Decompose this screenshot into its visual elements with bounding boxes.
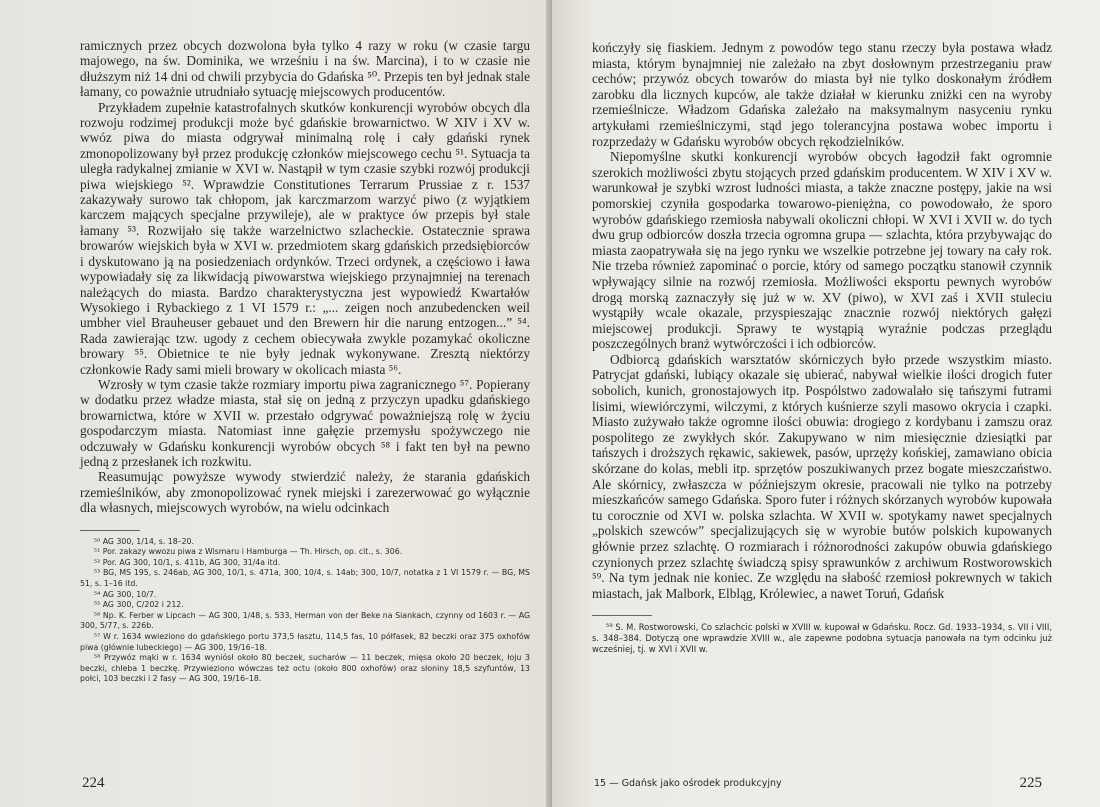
printer-signature: 15 — Gdańsk jako ośrodek produkcyjny xyxy=(594,778,782,789)
left-paragraph-3: Wzrosły w tym czasie także rozmiary importu piwa zagranicznego ⁵⁷. Popierany w dodatku przez władze miasta, stał się on jedną z przyczyn upadku gdańskiego browarnictwa, które w XVII w. przestało odgrywać poważniejszą rolę w życiu gospodarczym miasta. Natomiast inne gałęzie przemysłu spożywczego nie odczuwały w Gdańsku konkurencji wyrobów obcych ⁵⁸ i fakt ten był na pewno jedną z przesłanek ich rozkwitu. xyxy=(80,376,530,469)
right-body-text xyxy=(592,40,1052,601)
footnote-divider xyxy=(80,530,140,531)
right-paragraph-1: kończyły się fiaskiem. Jednym z powodów tego stanu rzeczy była postawa władz miasta, którym bynajmniej nie zależało na zbyt dosłownym przestrzeganiu praw cechów; przywóz obcych towarów do miasta był nie tylko doskonałym źródłem zarobku dla licznych kupców, ale także działał w kierunku zniżki cen na wyroby rzemieślnicze. Władzom Gdańska zależało na maksymalnym nasyceniu rynku artykułami rzemieślniczymi, stąd jego tolerancyjna postawa wobec importu i rozprzedaży w Gdańsku wyrobów obcych rękodzielników. xyxy=(592,40,1052,149)
left-footnotes xyxy=(80,537,530,685)
right-page xyxy=(552,0,1100,807)
left-paragraph-1: ramicznych przez obcych dozwolona była tylko 4 razy w roku (w czasie targu majowego, na św. Dominika, we wrześniu i na św. Marcina), i to w czasie nie dłuższym niż 14 dni od chwili przybycia do Gdańska ⁵⁰. Przepis ten był jednak stale łamany, co poważnie utrudniało sytuację miejscowych producentów. xyxy=(80,38,530,100)
footnote-54: ⁵⁴ AG 300, 10/7. xyxy=(94,589,157,599)
footnote-59: ⁵⁹ S. M. Rostworowski, Co szlachcic polski w XVIII w. kupował w Gdańsku. Rocz. Gd. 1933–1934, s. VII i VIII, s. 348–384. Dotyczą one wprawdzie XVIII w., ale zapewne podobna sytuacja panowała na tym odcinku już wcześniej, tj. w XVI i XVII w. xyxy=(592,622,1052,655)
footnote-53: ⁵³ BG, MS 195, s. 246ab, AG 300, 10/1, s. 471a, 300, 10/4, s. 14ab; 300, 10/7, notatka z 1 VI 1579 r. — BG, MS 51, s. 1–16 itd. xyxy=(80,568,530,588)
footnote-56: ⁵⁶ Np. K. Ferber w Lipcach — AG 300, 1/48, s. 533, Herman von der Beke na Siankach, czynny od 1603 r. — AG 300, 5/77, s. 226b. xyxy=(80,610,530,631)
right-paragraph-3: Odbiorcą gdańskich warsztatów skórniczych było przede wszystkim miasto. Patrycjat gdański, lubiący okazale się ubierać, nabywał wielkie ilości drogich futer sobolich, kunich, gronostajowych itp. Pospólstwo zadowalało się tańszymi futrami lisimi, wiewiórczymi, wilczymi, z których kuśnierze szyli masowo okrycia i czapki. Miasto zużywało także ogromne ilości obuwia: drogiego z kordybanu i zamszu oraz pospolitego ze zwykłych skór. Zakupywano w nim miesięcznie dziesiątki par tańszych i droższych rękawic, sakiewek, pasów, uprzęży końskiej, zamawiano obicia skórzane do kolas, mebli itp. sprzętów poszukiwanych przez bogate mieszczaństwo. Ale skórnicy, zwłaszcza w późniejszym okresie, pracowali nie tylko na potrzeby mieszkańców samego Gdańska. Sporo futer i różnych skórzanych wyrobów kupowała tu corocznie od XVI w. polska szlachta. W XVII w. spotykamy nawet specjalnych „polskich szewców” specjalizujących się w wyrobie butów polskich kupowanych głównie przez szlachtę. O rozmiarach i różnorodności zakupów obuwia gdańskiego czynionych przez szlachtę świadczą spisy sprawunków z archiwum Rostworowskich ⁵⁹. Na tym jednak nie koniec. Ze względu na słabość rzemiosł pokrewnych w takich miastach, jak Malbork, Elbląg, Królewiec, a nawet Toruń, Gdańsk xyxy=(592,351,1052,601)
footnote-57: ⁵⁷ W r. 1634 wwieziono do gdańskiego portu 373,5 łasztu, 114,5 fas, 10 półfasek, 82 beczki oraz 375 oxhofów piwa (głównie lubeckiego) — AG 300, 19/16–18. xyxy=(80,631,530,652)
right-footnotes xyxy=(592,622,1052,655)
right-page-number: 225 xyxy=(1019,775,1042,791)
footnote-58: ⁵⁸ Przywóz mąki w r. 1634 wyniósł około 80 beczek, sucharów — 11 beczek, mięsa około 20 beczek, łoju 3 beczki, chleba 1 beczkę. Przywieziono wówczas też octu (około 800 oxhofów) oraz słoniny 18,5 szyfuntów, 13 połci, 103 beczki i 2 fasy — AG 300, 19/16–18. xyxy=(80,653,530,684)
footnote-51: ⁵¹ Por. zakazy wwozu piwa z Wismaru i Hamburga — Th. Hirsch, op. cit., s. 306. xyxy=(94,547,403,557)
left-paragraph-2: Przykładem zupełnie katastrofalnych skutków konkurencji wyrobów obcych dla rozwoju rodzimej produkcji może być gdańskie browarnictwo. W XIV i XV w. wwóz piwa do miasta odgrywał minimalną rolę i cały gdański rynek zmonopolizowany był przez produkcję członków miejscowego cechu ⁵¹. Sytuacja ta uległa radykalnej zmianie w XVI w. Nastąpił w tym czasie szybki rozwój produkcji piwa wiejskiego ⁵². Wprawdzie Constitutiones Terrarum Prussiae z r. 1537 zakazywały surowo tak chłopom, jak karczmarzom warzyć piwo (z wyjątkiem karczem mających specjalne przywileje), ale w praktyce ów przepis był stale łamany ⁵³. Rozwijało się także warzelnictwo szlacheckie. Ostatecznie sprawa browarów wiejskich była w XVI w. przedmiotem skarg gdańskich przedsiębiorców i dyskutowano ją na posiedzeniach ordynków. Trzeci ordynek, a częściowo i ława wypowiadały się za likwidacją piwowarstwa wiejskiego przynajmniej na terenach należących do miasta. Bardzo charakterystyczna jest wypowiedź Kwartałów Wysokiego i Rybackiego z 1 VI 1579 r.: „... zeigen noch anzubedencken weil umbher viel Brauheuser gebauet und den Brewern hir die narung entzogen...” ⁵⁴. Rada zawierając tzw. ugody z cechem obiecywała zwykle pozamykać okoliczne browary ⁵⁵. Obietnice te nie były jednak wykonywane. Zresztą niektórzy członkowie Rady sami mieli browary w okolicach miasta ⁵⁶. xyxy=(80,99,530,377)
left-paragraph-4: Reasumując powyższe wywody stwierdzić należy, że starania gdańskich rzemieślników, aby zmonopolizować rynek miejski i zarezerwować go wyłącznie dla własnych, miejscowych wyrobów, na wielu odcinkach xyxy=(80,469,530,516)
footnote-50: ⁵⁰ AG 300, 1/14, s. 18–20. xyxy=(94,536,194,546)
footnote-55: ⁵⁵ AG 300, C/202 i 212. xyxy=(94,600,184,610)
right-paragraph-2: Niepomyślne skutki konkurencji wyrobów obcych łagodził fakt ogromnie szerokich możliwości zbytu stojących przed gdańskim producentem. W XIV i XV w. warunkował je szybki wzrost ludności miasta, a także znaczne postępy, jakie na wsi pomorskiej czyniła gospodarka towarowo-pieniężna, co powodowało, że sporo wyrobów gdańskiego rzemiosła nabywali okoliczni chłopi. W XVI i XVII w. do tych dwu grup odbiorców doszła trzecia ogromna grupa — szlachta, która przybywając do miasta zaopatrywała się na jego rynku we wszelkie potrzebne jej towary na cały rok. Nie trzeba również zapominać o porcie, który od samego początku stanowił czynnik wpływający silnie na rozwój rzemiosła. Możliwości eksportu pewnych wyrobów drogą morską zaznaczyły się już w w. XV (piwo), w XVI zaś i XVII stuleciu wystąpiły wcale okazale, przyspieszając znacznie rozwój niektórych gałęzi miejscowej produkcji. Sprawy te wystąpią wyraźnie podczas przeglądu poszczególnych branż wytwórczości i ich odbiorców. xyxy=(592,149,1052,352)
left-body-text xyxy=(80,38,530,516)
left-page-number: 224 xyxy=(82,775,105,791)
footnote-52: ⁵² Por. AG 300, 10/1, s. 411b, AG 300, 31/4a itd. xyxy=(94,557,281,567)
footnote-divider xyxy=(592,615,652,616)
